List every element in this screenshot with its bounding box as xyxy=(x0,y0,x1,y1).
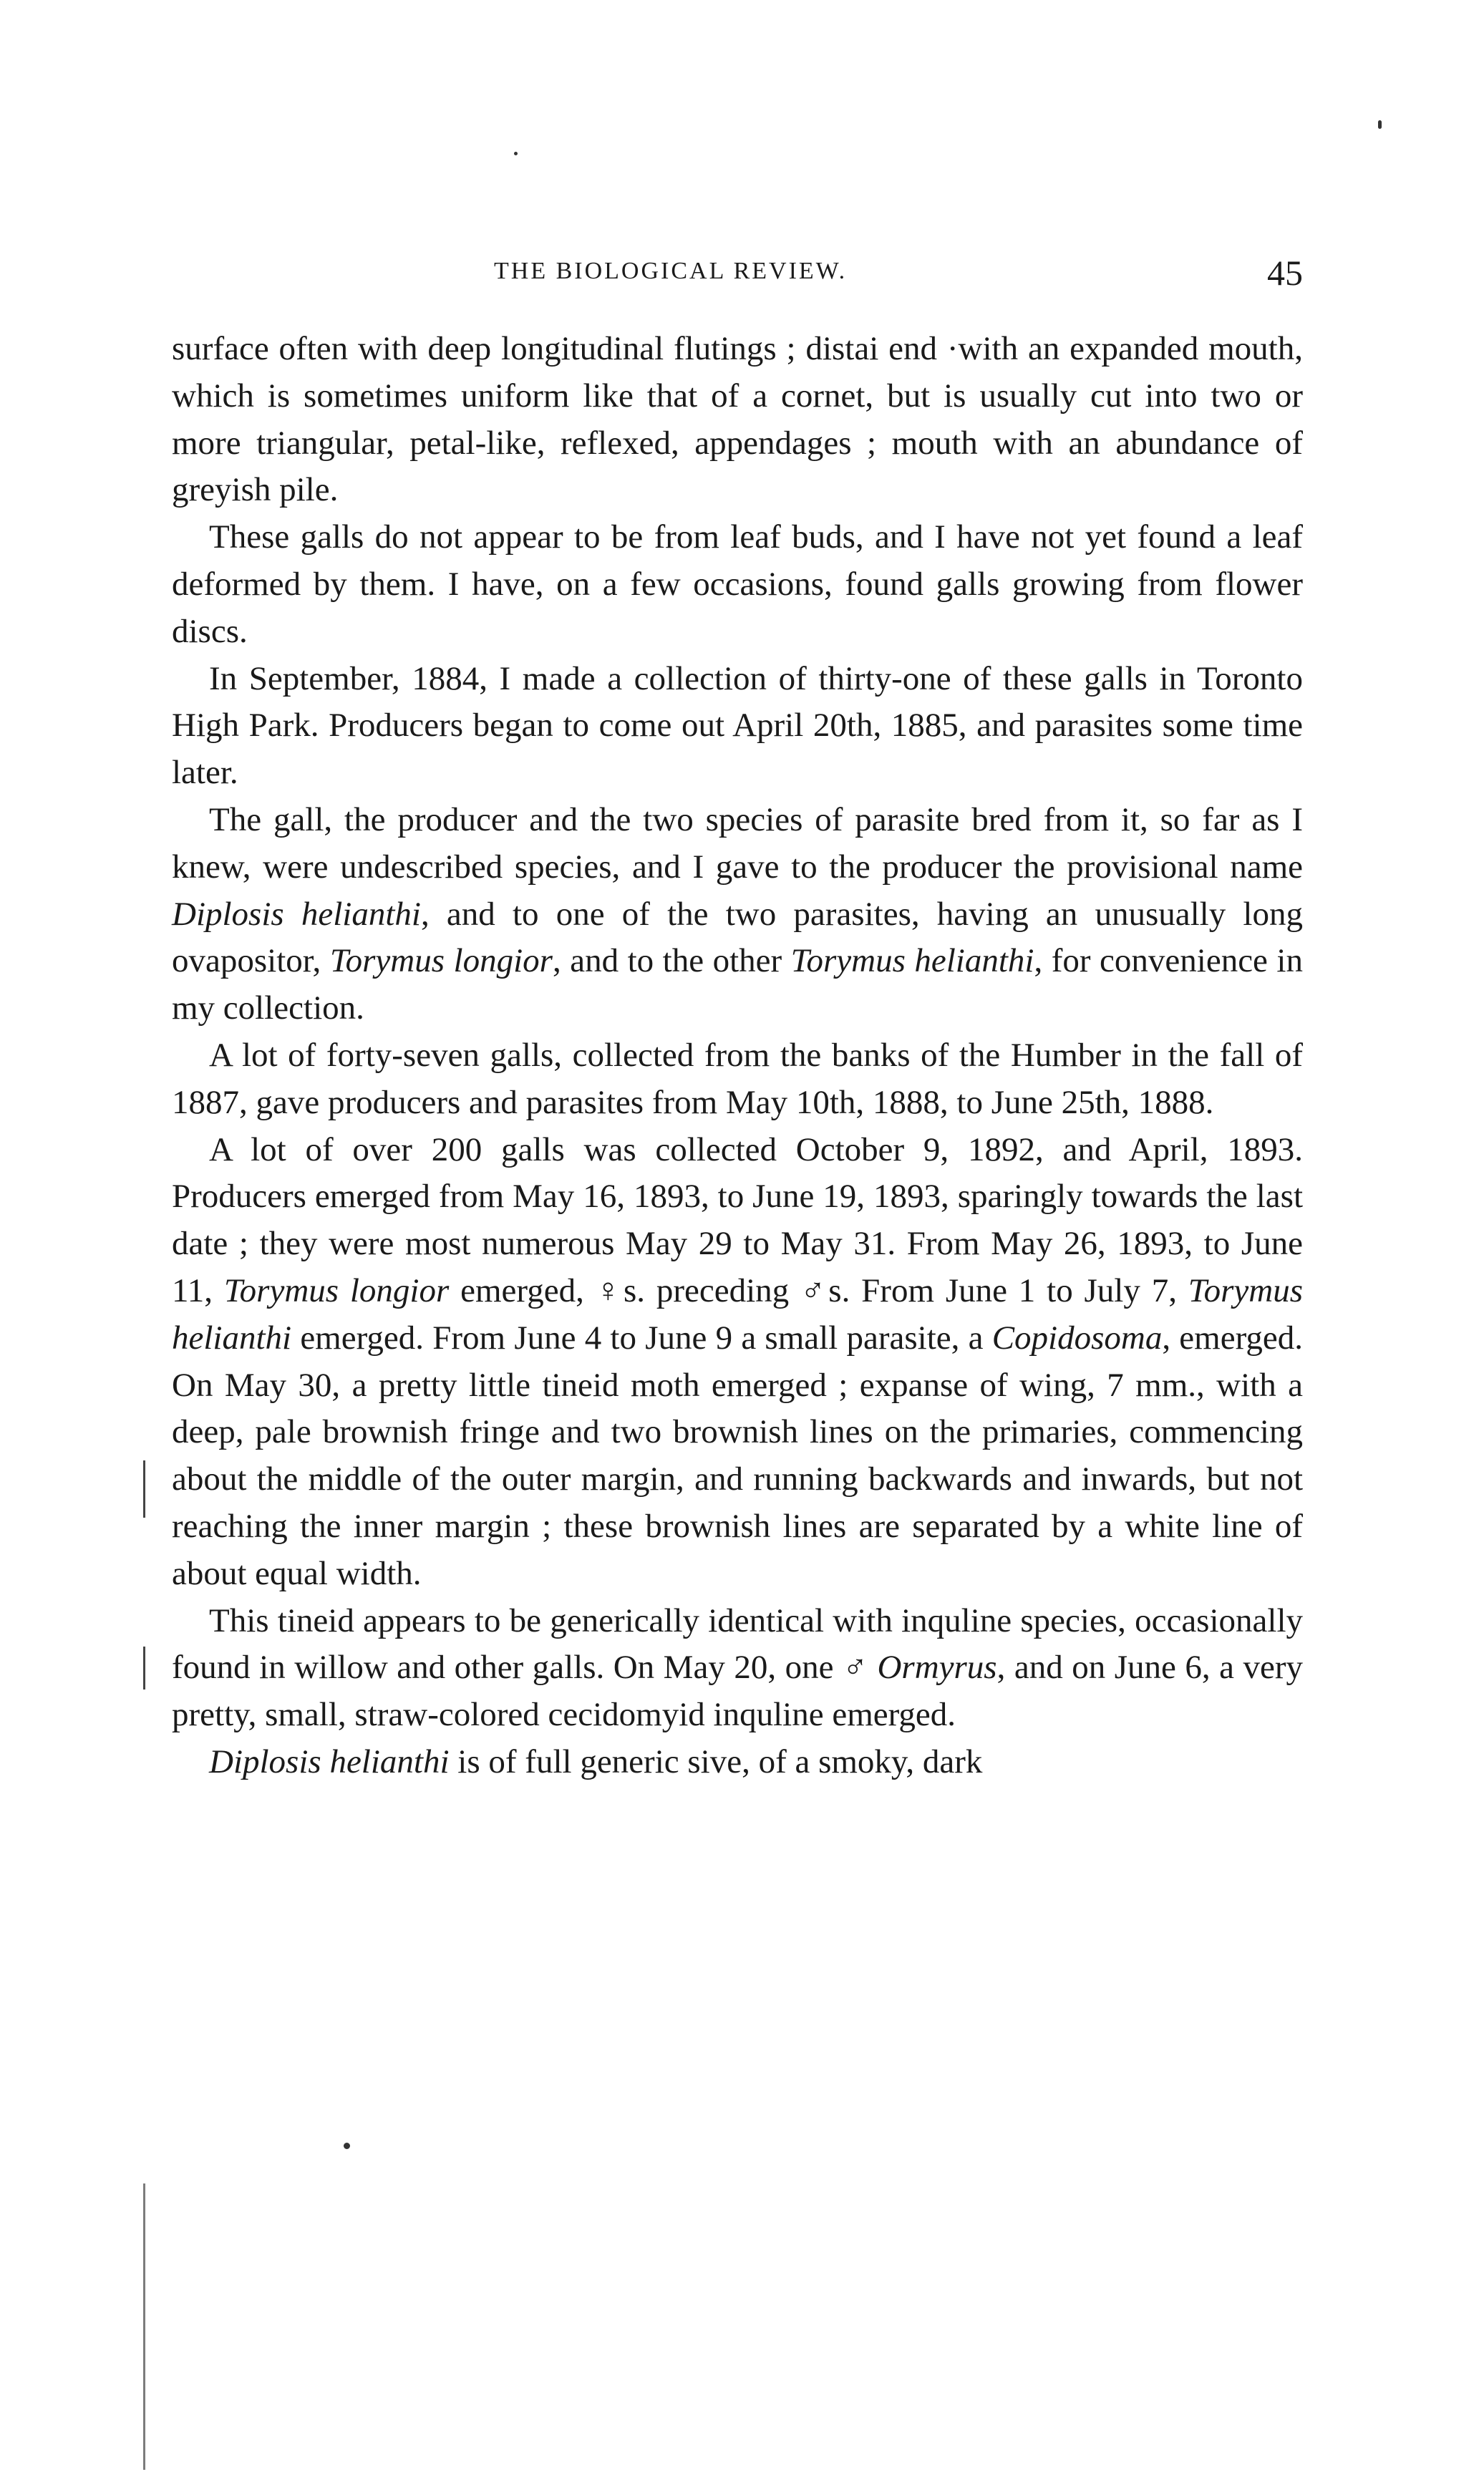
scan-margin-line xyxy=(143,1647,145,1690)
text-segment: , and on June 6, a very pretty, small, straw-colored cecidomyid inquline emerged. xyxy=(172,1649,1303,1734)
species-name: Diplosis helianthi xyxy=(209,1742,450,1780)
text-segment: A lot of over 200 galls was collected October 9, 1892, and April, 1893. Producers emerged from May 16, 1893, to June 19, 1893, sparingly towards the last date ; they were most numerous May 29 to May 31. From May 26, 1893, to June 11, xyxy=(172,1130,1303,1309)
running-head: THE BIOLOGICAL REVIEW. xyxy=(494,258,848,284)
paragraph-4 xyxy=(172,797,1303,1032)
species-name: Diplosis helianthi xyxy=(172,895,421,933)
species-name: Ormyrus xyxy=(877,1649,997,1687)
paragraph-2 xyxy=(172,514,1303,655)
paragraph-6 xyxy=(172,1127,1303,1598)
text-segment: The gall, the producer and the two species of parasite bred from it, so far as I knew, were undescribed species, and I gave to the producer the provisional name xyxy=(172,800,1303,886)
text-segment: A lot of forty-seven galls, collected from the banks of the Humber in the fall of 1887, gave producers and parasites from May 10th, 1888, to June 25th, 1888. xyxy=(172,1036,1303,1121)
scan-speck xyxy=(514,152,518,155)
scan-speck xyxy=(344,2143,350,2149)
species-name: Torymus helianthi xyxy=(790,942,1034,980)
paragraph-3 xyxy=(172,656,1303,797)
species-name: Torymus longior xyxy=(329,942,553,980)
species-name: Copidosoma xyxy=(991,1319,1163,1357)
text-segment: This tineid appears to be generically identical with inquline species, occasionally found in willow and other galls. On May 20, one ♂ xyxy=(172,1601,1303,1687)
text-segment: is of full generic sive, of a smoky, dark xyxy=(449,1742,983,1780)
paragraph-5 xyxy=(172,1032,1303,1127)
text-segment: In September, 1884, I made a collection of thirty-one of these galls in Toronto High Park. Producers began to come out April 20th, 1885, and parasites some time later. xyxy=(172,659,1303,792)
text-segment: , and to one of the two parasites, having an unusually long ovapositor, xyxy=(172,895,1303,980)
text-segment: These galls do not appear to be from leaf buds, and I have not yet found a leaf deformed by them. I have, on a few occasions, found galls growing from flower discs. xyxy=(172,518,1303,650)
paragraph-1 xyxy=(172,326,1303,514)
scan-margin-line xyxy=(143,2183,145,2470)
text-segment: , for convenience in my collection. xyxy=(172,942,1303,1027)
page-header xyxy=(172,252,1303,295)
scan-speck xyxy=(1378,120,1382,129)
body-text xyxy=(172,326,1303,1786)
text-segment: surface often with deep longitudinal flutings ; distai end ·with an expanded mouth, which is sometimes uniform like that of a cornet, but is usually cut into two or more triangular, petal-like, reflexed, appendages ; mouth with an abundance of greyish pile. xyxy=(172,330,1303,509)
text-segment: , and to the other xyxy=(552,942,791,980)
species-name: Torymus helianthi xyxy=(172,1271,1303,1357)
scan-margin-line xyxy=(143,1460,145,1518)
paragraph-8 xyxy=(172,1739,1303,1786)
text-segment: emerged, ♀s. preceding ♂s. From June 1 to July 7, xyxy=(449,1271,1188,1309)
text-segment: , emerged. On May 30, a pretty little tineid moth emerged ; expanse of wing, 7 mm., with a deep, pale brownish fringe and two brownish lines on the primaries, commencing about the middle of the outer margin, and running backwards and inwards, but not reaching the inner margin ; these brownish lines are separated by a white line of about equal width. xyxy=(172,1319,1303,1592)
text-segment: emerged. From June 4 to June 9 a small parasite, a xyxy=(291,1319,992,1357)
page-number: 45 xyxy=(1267,253,1303,293)
paragraph-7 xyxy=(172,1598,1303,1739)
species-name: Torymus longior xyxy=(223,1271,450,1309)
